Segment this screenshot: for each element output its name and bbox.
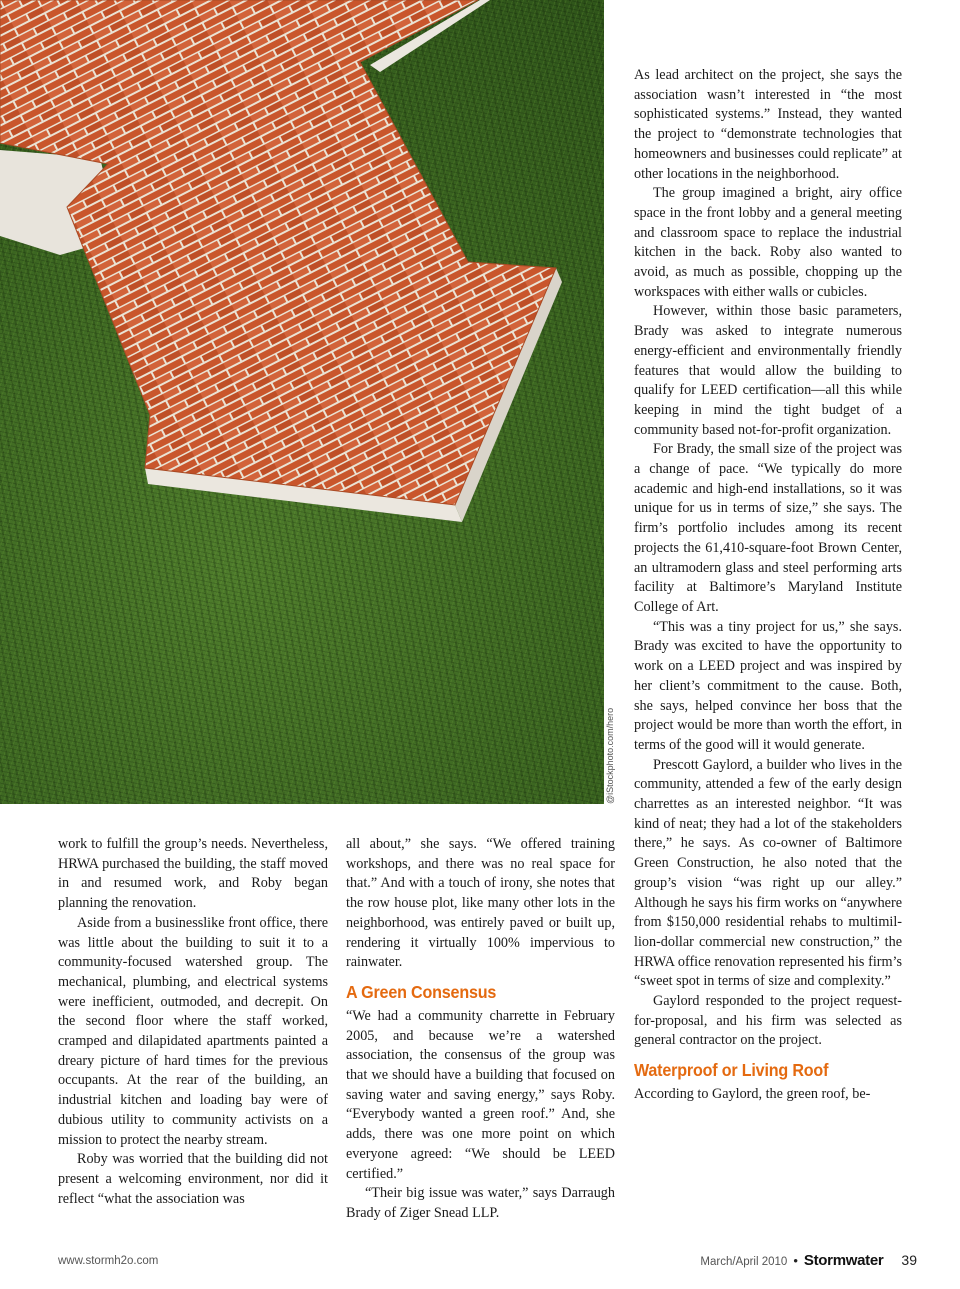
footer-website-link[interactable]: www.stormh2o.com	[58, 1255, 159, 1267]
section-heading-waterproof: Waterproof or Living Roof	[634, 1060, 829, 1081]
paragraph: According to Gaylord, the green roof, be-	[634, 1086, 871, 1103]
paragraph: “Their big issue was water,” says Darraugh Brady of Ziger Snead LLP.	[346, 1185, 615, 1221]
paragraph: However, within those basic parameters, Brady was asked to integrate numerous energy-efficient and environmentally friendly features that would allow the building to qualify for LEED certification—all this while keeping in mind the tight budget of a community based not-for-profit organization.	[634, 303, 902, 438]
article-column-1	[58, 835, 328, 1209]
article-column-3	[634, 66, 902, 1105]
footer-bullet: •	[793, 1253, 798, 1268]
brick-arrow	[0, 0, 556, 505]
paragraph: As lead architect on the project, she says the association wasn’t interested in “the most sophisticated systems.” Instead, they wanted the project to “demonstrate technologies that homeowners and businesses could replicate” at other locations in the neighborhood.	[634, 67, 902, 182]
paragraph: For Brady, the small size of the project was a change of pace. “We typically do more academic and high-end installations, so it was unique for us in terms of size,” she says. The firm’s portfolio includes among its recent projects the 61,410-square-foot Brown Center, an ultramodern glass and steel performing arts facility at Baltimore’s Maryland Institute College of Art.	[634, 441, 902, 615]
paragraph: Gaylord responded to the project request-for-proposal, and his firm was selected as general contractor on the project.	[634, 993, 902, 1049]
section-heading-green-consensus: A Green Consensus	[346, 981, 497, 1002]
footer-issue-date: March/April 2010	[700, 1256, 788, 1268]
paragraph: “We had a community charrette in February 2005, and because we’re a watershed association, the consensus of the group was that we should have a building that focused on saving water and saving energy,” says Roby. “Everybody wanted a green roof.” And, she adds, there was one more point on which everyone agreed: “We should be LEED certified.”	[346, 1007, 615, 1182]
footer-magazine-name: Stormwater	[803, 1252, 884, 1269]
page-number: 39	[901, 1252, 917, 1268]
brick-arrow-photo	[0, 0, 604, 804]
paragraph: Roby was worried that the building did not present a welcoming environment, nor did it reflect “what the association was	[58, 1151, 328, 1207]
photo-credit: @iStockphoto.com/hero	[605, 707, 615, 804]
paragraph: work to fulfill the group’s needs. Nevertheless, HRWA purchased the building, the staff moved in and resumed work, and Roby began planning the renovation.	[58, 836, 328, 912]
paragraph: The group imagined a bright, airy office space in the front lobby and a general meeting and classroom space to replace the industrial kitchen in the back. Roby also wanted to avoid, as much as possible, chopping up the workspaces with either walls or cubicles.	[634, 185, 902, 300]
paragraph: Prescott Gaylord, a builder who lives in the community, attended a few of the early design charrettes as an interested neighbor. “It was kind of neat; they had a lot of the stakeholders there,” he says. As co-owner of Baltimore Green Construction, he also noted that the group’s vision “was right up our alley.” Although he says his firm works on “anywhere from $150,000 residential rehabs to multimillion-dollar commercial new construction,” the HRWA office renovation represented his firm’s “sweet spot in terms of size and complexity.”	[634, 756, 902, 990]
article-column-2	[346, 835, 615, 1224]
paragraph: “This was a tiny project for us,” she says. Brady was excited to have the opportunity to work on a LEED project and was inspired by her client’s commitment to the cause. Both, she says, helped convince her boss that the project would be more than worth the effort, in terms of the good will it would generate.	[634, 618, 902, 753]
brick-arrow-illustration	[0, 0, 604, 804]
paragraph: all about,” she says. “We offered training workshops, and there was no real space for that.” And with a touch of irony, she notes that the row house plot, like many other lots in the neighborhood, was entirely paved or built up, rendering it virtually 100% impervious to rainwater.	[346, 836, 615, 971]
footer-folio	[700, 1252, 917, 1269]
paragraph: Aside from a businesslike front office, there was little about the building to suit it to a community-focused watershed group. The mechanical, plumbing, and electrical systems were inefficient, outmoded, and decrepit. On the second floor where the staff worked, cramped and dilapidated apartments painted a dreary picture of hard times for the previous occupants. At the rear of the building, an industrial kitchen and loading bay were of dubious utility to community activists on a mission to protect the nearby stream.	[58, 914, 328, 1148]
